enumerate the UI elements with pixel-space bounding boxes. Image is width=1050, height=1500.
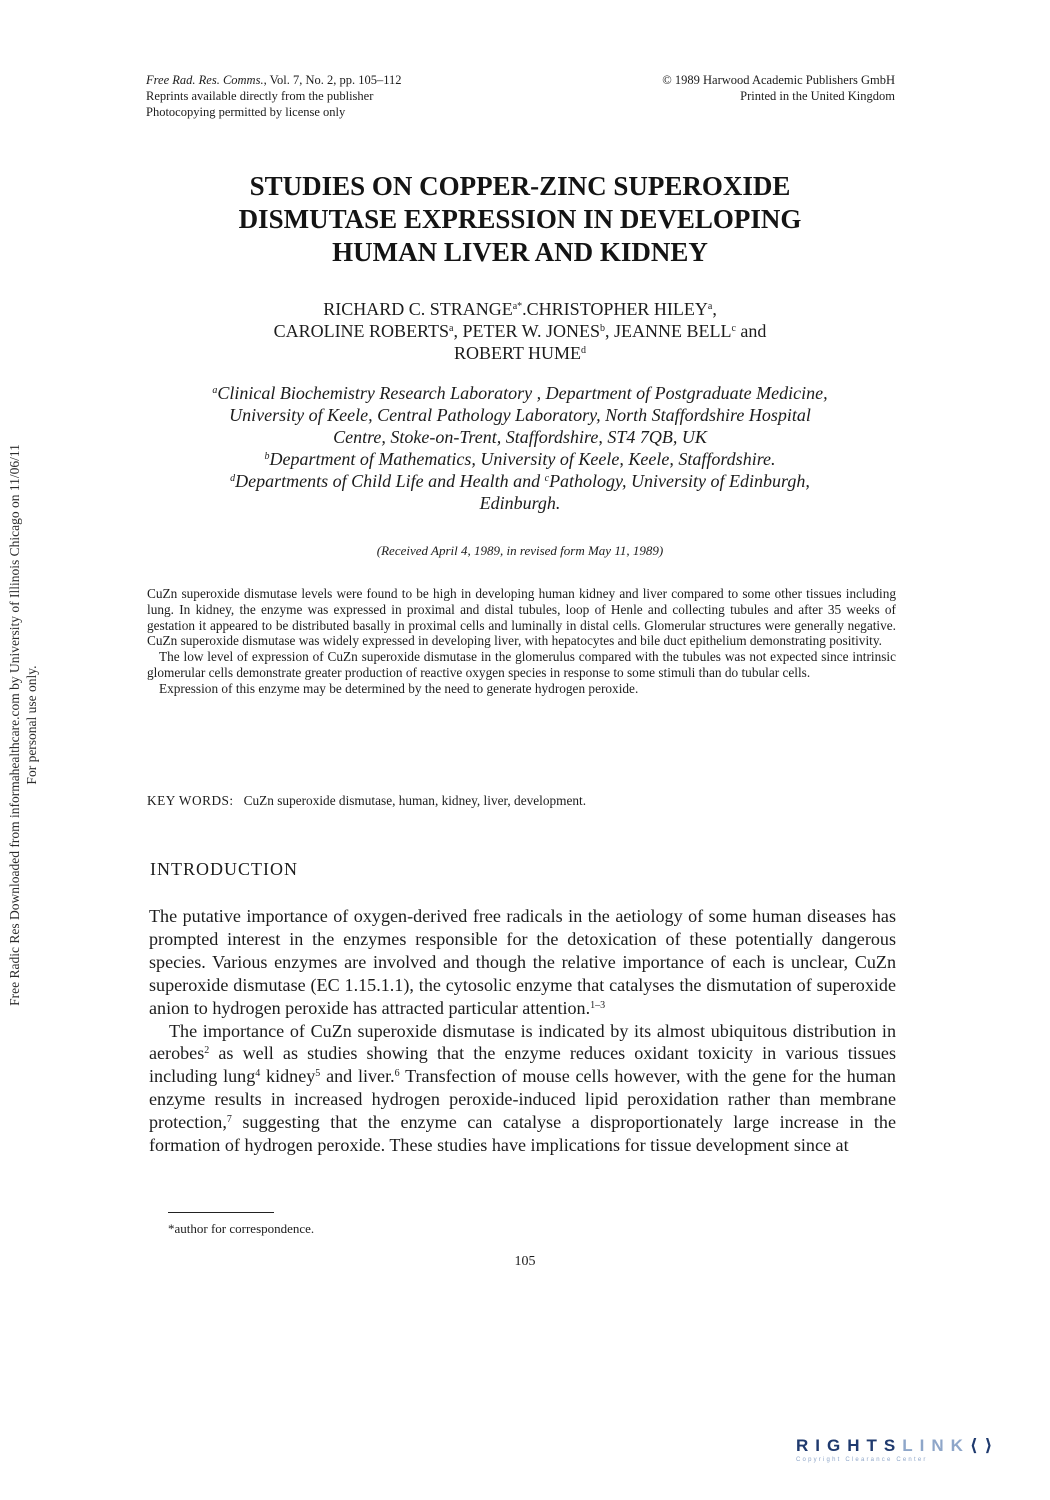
journal-header-left [146,72,402,120]
abstract-paragraph-3: Expression of this enzyme may be determined by the need to generate hydrogen peroxide. [159,680,639,696]
footnote-rule [168,1212,274,1213]
journal-header-right [580,72,895,104]
page-number: 105 [514,1254,536,1269]
title-line-2: DISMUTASE EXPRESSION IN DEVELOPING [238,204,802,234]
title-line-3: HUMAN LIVER AND KIDNEY [332,237,708,267]
reprints-note: Reprints available directly from the publisher [146,89,374,103]
author-line-3: ROBERT HUME$^d$ [453,343,587,363]
section-heading: INTRODUCTION [150,859,298,879]
photocopying-note: Photocopying permitted by license only [146,105,346,119]
citation-ref: 6 [394,1068,400,1080]
citation-ref: 2 [204,1045,210,1057]
watermark-line-1: Free Radic Res Downloaded from informahealthcare.com by University of Illinois Chicago on 11/06/11 [7,444,22,1006]
affiliation-a-line-1: $^a$Clinical Biochemistry Research Laboratory , Department of Postgraduate Medicine, [212,383,828,403]
received-dates: (Received April 4, 1989, in revised form May 11, 1989) [376,543,664,558]
affiliation-a-line-3: Centre, Stoke-on-Trent, Staffordshire, ST4 7QB, UK [333,427,707,447]
paper-title [140,170,900,269]
affiliation-d-line-1: $^d$Departments of Child Life and Health and $^c$Pathology, University of Edinburgh, [230,471,810,491]
copyright-line: © 1989 Harwood Academic Publishers GmbH [662,73,895,87]
affiliations [140,382,900,514]
keywords-text: CuZn superoxide dismutase, human, kidney, liver, development. [243,793,587,808]
abstract-paragraph-1: CuZn superoxide dismutase levels were found to be high in developing human kidney and liver compared to some other tissues including lung. In kidney, the enzyme was expressed in proximal and distal tubules, loop of Henle and collecting tubules and after 35 weeks of gestation it appeared to be distributed basally in proximal cells and luminally in distal cells. Glomerular structures were generally negative. CuZn superoxide dismutase was widely expressed in developing liver, with hepatocytes and bile duct epithelium demonstrating positivity. [147,586,896,649]
affiliation-d-line-2: Edinburgh. [479,493,561,513]
author-list [140,298,900,364]
keywords-label: KEY WORDS: [147,793,234,808]
logo-subtitle: Copyright Clearance Center [796,1457,928,1463]
title-line-1: STUDIES ON COPPER-ZINC SUPEROXIDE [249,171,791,201]
rightslink-logo [796,1436,1032,1486]
citation-ref: 4 [255,1068,261,1080]
citation-ref: 5 [315,1068,321,1080]
logo-text-rights: RIGHTS [796,1436,903,1455]
citation-ref: 1–3 [590,999,606,1011]
download-watermark [6,295,40,1155]
body-paragraph-1: The putative importance of oxygen-derived free radicals in the aetiology of some human diseases has prompted interest in the enzymes responsible for the detoxication of these potentially dangerous species. Various enzymes are involved and though the relative importance of each is unclear, CuZn superoxide dismutase (EC 1.15.1.1), the cytosolic enzyme that catalyses the dismutation of superoxide anion to hydrogen peroxide has attracted particular attention.$^{1-3}$ [149,906,896,1018]
keywords [147,793,896,809]
body-text [149,905,896,1157]
abstract [147,586,896,697]
author-line-2: CAROLINE ROBERTS$^a$, PETER W. JONES$^b$, JEANNE BELL$^c$ and [273,321,767,341]
journal-citation: Free Rad. Res. Comms., Vol. 7, No. 2, pp. 105–112 [146,73,402,87]
logo-text-link: LINK [902,1436,970,1455]
printed-line: Printed in the United Kingdom [740,89,895,103]
author-line-1: RICHARD C. $STRANGE^{a*}.CHRISTOPHER$ HILEY$^a$, [323,299,717,319]
body-paragraph-2: The importance of CuZn superoxide dismutase is indicated by its almost ubiquitous distribution in aerobes$^2$ as well as studies showing that the enzyme reduces oxidant toxicity in various tissues including lung$^4$ kidney$^5$ and liver.$^6$ Transfection of mouse cells however, with the gene for the human enzyme results in increased hydrogen peroxide-induced lipid peroxidation rather than membrane protection,$^7$ suggesting that the enzyme can catalyse a disproportionately large increase in the formation of hydrogen peroxide. These studies have implications for tissue development since at [149,1020,896,1156]
abstract-paragraph-2: The low level of expression of CuZn superoxide dismutase in the glomerulus compared with the tubules was not expected since intrinsic glomerular cells demonstrate greater production of reactive oxygen species in response to some stimuli than do tubular cells. [147,649,896,680]
affiliation-a-line-2: University of Keele, Central Pathology Laboratory, North Staffordshire Hospital [229,405,811,425]
logo-glyph-icon: ⟨⟩ [969,1436,1000,1455]
watermark-line-2: For personal use only. [24,665,39,785]
footnote: *author for correspondence. [168,1221,315,1236]
affiliation-b: $^b$Department of Mathematics, University of Keele, Keele, Staffordshire. [264,449,776,469]
citation-ref: 7 [226,1114,232,1126]
